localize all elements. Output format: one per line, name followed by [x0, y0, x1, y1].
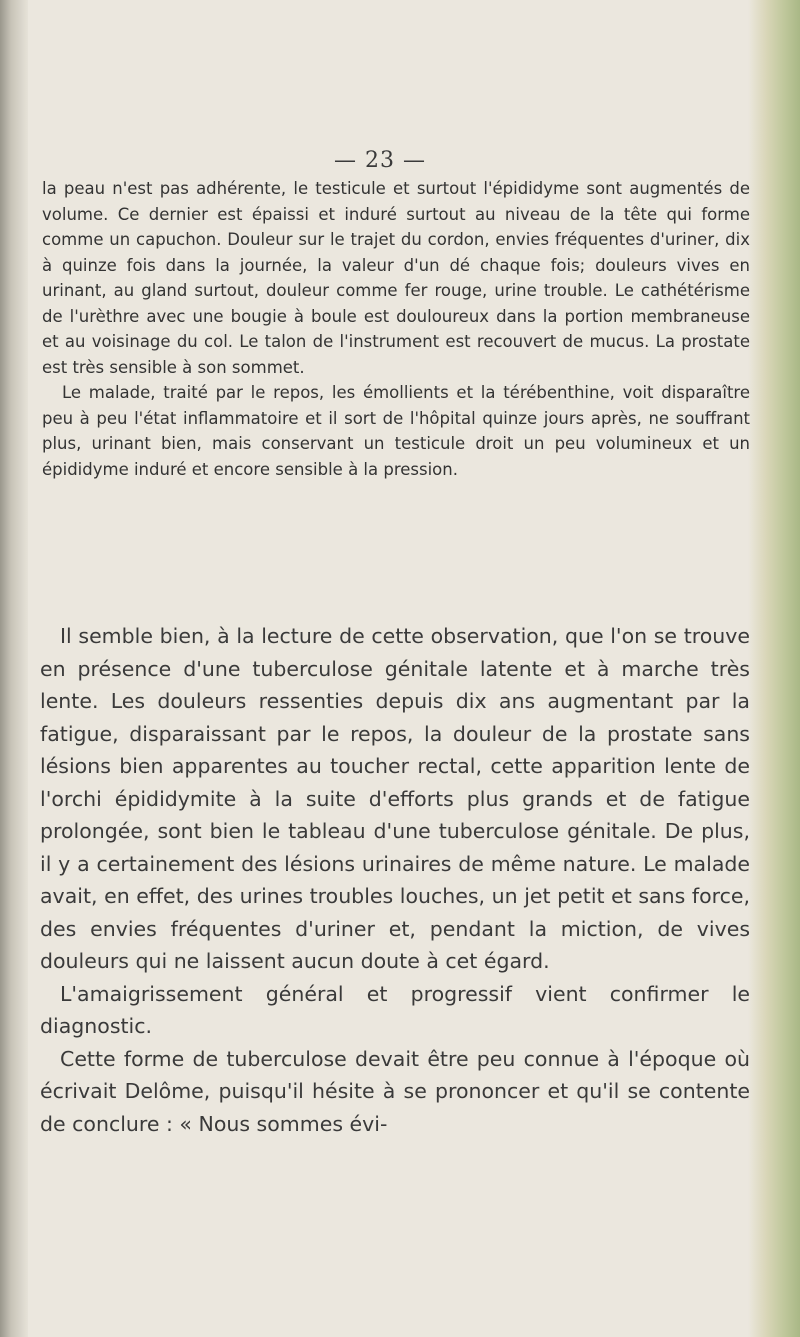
paragraph: L'amaigrissement général et progressif vient confirmer le diagnostic. — [40, 981, 750, 1038]
commentary-text — [40, 620, 750, 1140]
paragraph: la peau n'est pas adhérente, le testicule et surtout l'épididyme sont augmentés de volume. Ce dernier est épaissi et induré surtout au niveau de la tête qui forme comme un capuchon. Douleur sur le trajet du cordon, envies fréquentes d'uriner, dix à quinze fois dans la journée, la valeur d'un dé chaque fois; douleurs vives en urinant, au gland surtout, douleur comme fer rouge, urine trouble. Le cathétérisme de l'urèthre avec une bougie à boule est douloureux dans la portion membraneuse et au voisinage du col. Le talon de l'instrument est recouvert de mucus. La prostate est très sensible à son sommet. — [42, 179, 750, 377]
scan-edge-left — [0, 0, 28, 1337]
paragraph: Cette forme de tuberculose devait être peu connue à l'époque où écrivait Delôme, puisqu'il hésite à se prononcer et qu'il se contente de conclure : « Nous sommes évi- — [40, 1046, 750, 1136]
paragraph: Il semble bien, à la lecture de cette observation, que l'on se trouve en présence d'une tuberculose génitale latente et à marche très lente. Les douleurs ressenties depuis dix ans augmentant par la fatigue, disparaissant par le repos, la douleur de la prostate sans lésions bien apparentes au toucher rectal, cette apparition lente de l'orchi épididymite à la suite d'efforts plus grands et de fatigue prolongée, sont bien le tableau d'une tuberculose génitale. De plus, il y a certainement des lésions urinaires de même nature. Le malade avait, en effet, des urines troubles louches, un jet petit et sans force, des envies fréquentes d'uriner et, pendant la miction, de vives douleurs qui ne laissent aucun doute à cet égard. — [40, 624, 750, 973]
case-observation-text — [42, 176, 750, 482]
scan-edge-right — [748, 0, 800, 1337]
page-number: — 23 — — [334, 148, 426, 173]
paragraph: Le malade, traité par le repos, les émollients et la térébenthine, voit disparaître peu à peu l'état inflammatoire et il sort de l'hôpital quinze jours après, ne souffrant plus, urinant bien, mais conservant un testicule droit un peu volumineux et un épididyme induré et encore sensible à la pression. — [42, 383, 750, 479]
